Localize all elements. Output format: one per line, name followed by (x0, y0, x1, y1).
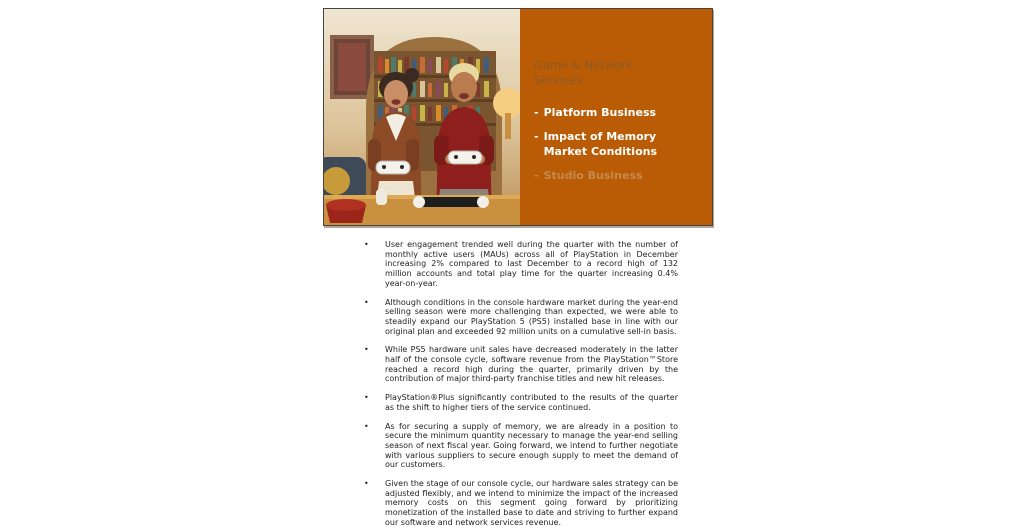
note-item (356, 298, 678, 337)
agenda-item-label: Studio Business (543, 169, 643, 182)
dash-marker: - (534, 106, 539, 119)
bullet-marker: • (364, 240, 369, 249)
section-panel (520, 9, 712, 225)
bullet-marker: • (364, 345, 369, 355)
note-item (356, 240, 678, 289)
notes-list (356, 240, 678, 526)
note-text: PlayStation®Plus significantly contributed to the results of the quarter as the shift to higher tiers of the service continued. (385, 393, 678, 412)
bullet-marker: • (364, 393, 369, 403)
bullet-marker: • (364, 421, 369, 431)
note-item (356, 422, 678, 471)
note-item (356, 479, 678, 526)
agenda-item-studio-business (534, 168, 702, 183)
agenda-item-platform-business (534, 105, 702, 120)
section-title: Game & Network Services (534, 58, 633, 87)
note-text: User engagement trended well during the quarter with the number of monthly active users (MAUs) across all of PlayStation in December increasing 2% compared to last December to a record high of 132 million accounts and total play time for the quarter increasing 0.4% year-on-year. (385, 240, 678, 288)
dash-marker: - (534, 130, 539, 143)
bullet-marker: • (364, 479, 369, 489)
note-text: Given the stage of our console cycle, our hardware sales strategy can be adjusted flexibly, and we intend to minimize the impact of the increased memory costs on this segment going forward by prioritizing monetization of the installed base to date and striving to further expand our software and network services revenue. (385, 479, 678, 526)
agenda-item-label: Platform Business (543, 106, 657, 119)
agenda-item-label: Impact of Memory Market Conditions (543, 130, 658, 158)
slide (323, 8, 713, 226)
note-item (356, 393, 678, 412)
slide-photo (324, 9, 520, 225)
note-item (356, 345, 678, 384)
agenda-item-memory-market (534, 129, 702, 159)
agenda-list (534, 105, 702, 183)
dash-marker: - (534, 169, 539, 182)
note-text: While PS5 hardware unit sales have decreased moderately in the latter half of the console cycle, software revenue from the PlayStation™Store reached a record high during the quarter, primarily driven by the contribution of major third-party franchise titles and new hit releases. (385, 345, 678, 384)
living-room-photo-illustration (324, 9, 520, 225)
bullet-marker: • (364, 297, 369, 307)
note-text: Although conditions in the console hardware market during the year-end selling season were more challenging than expected, we were able to steadily expand our PlayStation 5 (PS5) installed base in line with our original plan and exceeded 92 million units on a cumulative sell-in basis. (385, 297, 678, 336)
note-text: As for securing a supply of memory, we are already in a position to secure the minimum quantity necessary to manage the year-end selling season of next fiscal year. Going forward, we intend to further negotiate with various suppliers to secure enough supply to meet the demand of our customers. (385, 421, 678, 470)
